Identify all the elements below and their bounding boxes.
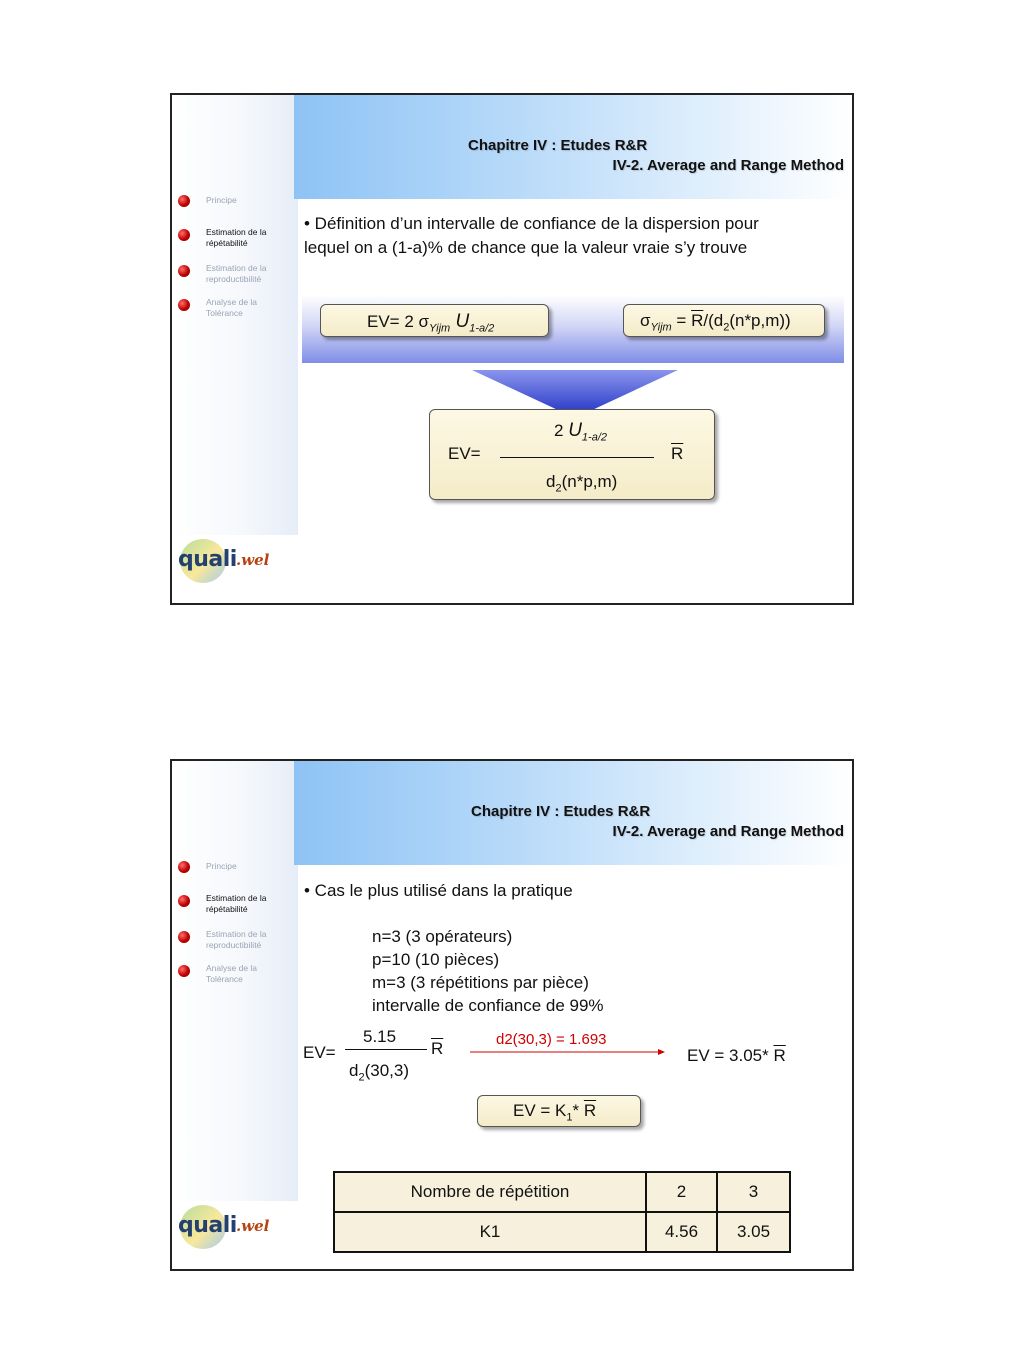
- right-arrow-icon: [470, 1047, 666, 1057]
- table-cell: 4.56: [646, 1212, 717, 1252]
- table-row: [334, 1172, 790, 1212]
- bullet-icon: [178, 229, 190, 241]
- d2-value-label: d2(30,3) = 1.693: [496, 1031, 607, 1048]
- k1-table: [333, 1171, 791, 1253]
- ev-fraction: 5.15 EV= $\overline{R}$ $d_2(30,3)$: [303, 1027, 444, 1084]
- k1-formula-box: EV = $K_1*$ $\overline{R}$: [477, 1095, 641, 1127]
- bullet-icon: [178, 895, 190, 907]
- slide-subtitle: IV-2. Average and Range Method: [612, 157, 844, 174]
- slide-title: Chapitre IV : Etudes R&R: [471, 803, 651, 820]
- ev-result-box: 2 $U_{1-a/2}$ EV= $\overline{R}$ $d_2(n*p,m)$: [429, 409, 715, 500]
- table-cell: 3.05: [717, 1212, 790, 1252]
- bullet-icon: [178, 861, 190, 873]
- param-n: n=3 (3 opérateurs): [372, 927, 513, 946]
- bullet-icon: [178, 965, 190, 977]
- param-confidence: intervalle de confiance de 99%: [372, 996, 604, 1015]
- sidebar-item-label: Estimation de la reproductibilité: [206, 263, 267, 284]
- bullet-icon: [178, 195, 190, 207]
- table-cell: K1: [334, 1212, 646, 1252]
- param-p: p=10 (10 pièces): [372, 950, 500, 969]
- bullet-icon: [178, 931, 190, 943]
- definition-bullet: • Définition d’un intervalle de confiance de la dispersion pour lequel on a (1-a)% de chance que la valeur vraie s’y trouve: [304, 214, 759, 257]
- ev-formula-box: EV= 2 $\sigma_{Yijm}$ $U_{1-a/2}$: [320, 304, 549, 337]
- ev-result: EV = 3.05* $\overline{R}$: [687, 1046, 786, 1065]
- sidebar-item-label: Estimation de la reproductibilité: [206, 929, 267, 950]
- sidebar-item-label: Estimation de la répétabilité: [206, 227, 267, 248]
- sidebar-item-label: Estimation de la répétabilité: [206, 893, 267, 914]
- quali-web-logo: quali .wel: [174, 1203, 290, 1253]
- param-m: m=3 (3 répétitions par pièce): [372, 973, 589, 992]
- table-row: [334, 1212, 790, 1252]
- practice-bullet: • Cas le plus utilisé dans la pratique: [304, 881, 573, 900]
- slide-title: Chapitre IV : Etudes R&R: [468, 137, 648, 154]
- parameter-list: [372, 925, 604, 1017]
- sidebar-item-label: Analyse de la Tolérance: [206, 963, 258, 984]
- table-cell: 3: [717, 1172, 790, 1212]
- sidebar-item-label: Principe: [206, 861, 237, 871]
- sidebar-item-label: Principe: [206, 195, 237, 205]
- sidebar-item-label: Analyse de la Tolérance: [206, 297, 258, 318]
- bullet-icon: [178, 265, 190, 277]
- slide-subtitle: IV-2. Average and Range Method: [612, 823, 844, 840]
- table-cell: 2: [646, 1172, 717, 1212]
- slide-2: [170, 759, 854, 1271]
- slide-1: [170, 93, 854, 605]
- table-cell: Nombre de répétition: [334, 1172, 646, 1212]
- bullet-icon: [178, 299, 190, 311]
- quali-web-logo: quali .wel: [174, 537, 290, 587]
- sigma-formula-box: $\sigma_{Yijm} = \overline{R}/(d_2(n*p,m))$: [623, 304, 825, 337]
